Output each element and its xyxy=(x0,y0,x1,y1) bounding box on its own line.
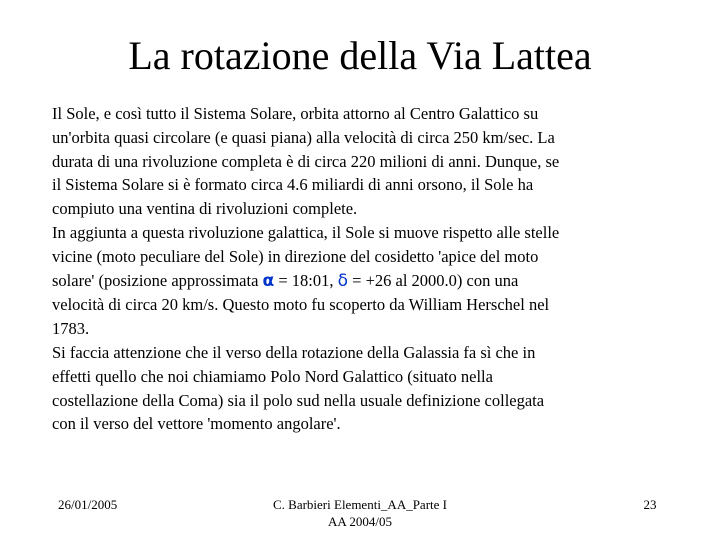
slide-body xyxy=(52,102,692,436)
body-line: velocità di circa 20 km/s. Questo moto fu scoperto da William Herschel nel xyxy=(52,295,550,315)
body-line: 1783. xyxy=(52,319,90,339)
body-line: In aggiunta a questa rivoluzione galattica, il Sole si muove rispetto alle stelle xyxy=(52,222,560,242)
body-line: il Sistema Solare si è formato circa 4.6 miliardi di anni orsono, il Sole ha xyxy=(52,175,534,195)
footer-author xyxy=(210,496,510,530)
body-line: Si faccia attenzione che il verso della rotazione della Galassia fa sì che in xyxy=(52,342,536,362)
coordinates-text-mid: = 18:01, xyxy=(274,270,338,290)
body-line-coordinates xyxy=(52,269,692,294)
alpha-symbol: α xyxy=(262,270,275,291)
slide-title: La rotazione della Via Lattea xyxy=(128,33,592,78)
delta-symbol: δ xyxy=(337,270,349,291)
body-line: con il verso del vettore 'momento angolare'. xyxy=(52,414,341,434)
footer-author-line: C. Barbieri Elementi_AA_Parte I xyxy=(272,497,447,512)
body-line: un'orbita quasi circolare (e quasi piana) alla velocità di circa 250 km/sec. La xyxy=(52,127,555,147)
body-line: compiuto una ventina di rivoluzioni complete. xyxy=(52,199,358,219)
coordinates-text-start: solare' (posizione approssimata xyxy=(52,270,263,290)
body-line: vicine (moto peculiare del Sole) in direzione del cosidetto 'apice del moto xyxy=(52,246,539,266)
coordinates-text-end: = +26 al 2000.0) con una xyxy=(348,270,519,290)
footer-academic-year: AA 2004/05 xyxy=(328,514,392,529)
page-number: 23 xyxy=(643,497,657,512)
footer-date: 26/01/2005 xyxy=(58,497,118,512)
body-line: durata di una rivoluzione completa è di circa 220 milioni di anni. Dunque, se xyxy=(52,151,560,171)
body-line: Il Sole, e così tutto il Sistema Solare, orbita attorno al Centro Galattico su xyxy=(52,104,539,123)
body-line: costellazione della Coma) sia il polo sud nella usuale definizione collegata xyxy=(52,390,545,410)
body-line: effetti quello che noi chiamiamo Polo Nord Galattico (situato nella xyxy=(52,366,493,386)
